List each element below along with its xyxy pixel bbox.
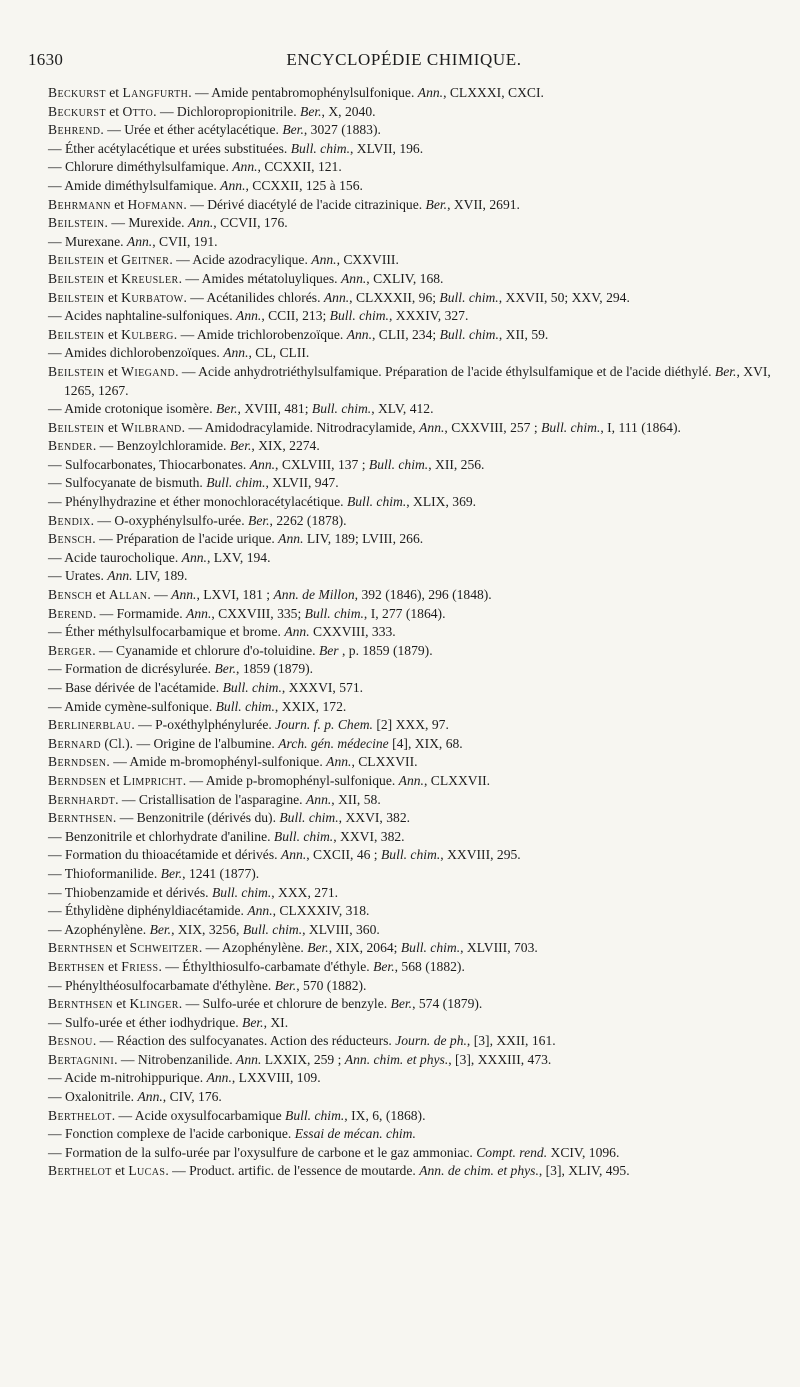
bibliography-entry: Beilstein et Wilbrand. — Amidodracylamide. Nitrodracylamide, Ann., CXXVIII, 257 ; Bull. chim., I, 111 (1864). [48,419,681,435]
bibliography-entry: — Urates. Ann. LIV, 189. [48,568,188,584]
bibliography-entry: Bernhardt. — Cristallisation de l'asparagine. Ann., XII, 58. [48,791,381,807]
bibliography-entry: — Azophénylène. Ber., XIX, 3256, Bull. chim., XLVIII, 360. [48,921,380,937]
bibliography-entry: — Éther méthylsulfocarbamique et brome. Ann. CXXVIII, 333. [48,624,396,640]
bibliography-entry: Berthelot et Lucas. — Product. artific. de l'essence de moutarde. Ann. de chim. et phys., [3], XLIV, 495. [48,1163,630,1179]
bibliography-entry: Berlinerblau. — P-oxéthylphénylurée. Journ. f. p. Chem. [2] XXX, 97. [48,717,449,733]
bibliography-entry: — Amide diméthylsulfamique. Ann., CCXXII, 125 à 156. [48,177,363,193]
bibliography-entry: Beilstein et Geitner. — Acide azodracylique. Ann., CXXVIII. [48,252,399,268]
bibliography-entry: Berndsen et Limpricht. — Amide p-bromophényl-sulfonique. Ann., CLXXVII. [48,772,491,788]
bibliography-entry: — Base dérivée de l'acétamide. Bull. chim., XXXVI, 571. [48,680,364,695]
bibliography-entry: — Formation de dicrésylurée. Ber., 1859 (1879). [48,661,314,677]
bibliography-entry: Bendix. — O-oxyphénylsulfo-urée. Ber., 2262 (1878). [48,512,347,528]
bibliography-list [48,84,780,1181]
bibliography-entry: Berger. — Cyanamide et chlorure d'o-toluidine. Ber , p. 1859 (1879). [48,642,433,658]
bibliography-entry: Beilstein et Kreusler. — Amides métatoluyliques. Ann., CXLIV, 168. [48,270,444,286]
bibliography-entry: Besnou. — Réaction des sulfocyanates. Action des réducteurs. Journ. de ph., [3], XXII, 161. [48,1033,556,1049]
bibliography-entry: — Fonction complexe de l'acide carbonique. Essai de mécan. chim. [48,1126,416,1142]
bibliography-entry: Beilstein et Kulberg. — Amide trichlorobenzoïque. Ann., CLII, 234; Bull. chim., XII, 59. [48,326,549,342]
bibliography-entry: Berndsen. — Amide m-bromophényl-sulfonique. Ann., CLXXVII. [48,754,418,770]
bibliography-entry: Berthelot. — Acide oxysulfocarbamique Bull. chim., IX, 6, (1868). [48,1107,426,1123]
bibliography-entry: — Amides dichlorobenzoïques. Ann., CL, CLII. [48,345,310,361]
bibliography-entry: — Éthylidène diphényldiacétamide. Ann., CLXXXIV, 318. [48,903,370,919]
bibliography-entry: Bernthsen et Schweitzer. — Azophénylène. Ber., XIX, 2064; Bull. chim., XLVIII, 703. [48,940,538,956]
bibliography-entry: Bernthsen et Klinger. — Sulfo-urée et chlorure de benzyle. Ber., 574 (1879). [48,996,483,1012]
running-title: ENCYCLOPÉDIE CHIMIQUE. [286,50,522,69]
bibliography-entry: — Acide taurocholique. Ann., LXV, 194. [48,549,271,565]
bibliography-entry: — Acide m-nitrohippurique. Ann., LXXVIII, 109. [48,1070,321,1086]
bibliography-entry: Beckurst et Langfurth. — Amide pentabromophénylsulfonique. Ann., CLXXXI, CXCI. [48,85,544,100]
bibliography-entry: — Murexane. Ann., CVII, 191. [48,233,218,249]
bibliography-entry: Beilstein et Kurbatow. — Acétanilides chlorés. Ann., CLXXXII, 96; Bull. chim., XXVII, 50; XXV, 294. [48,289,630,305]
bibliography-entry: Beckurst et Otto. — Dichloropropionitrile. Ber., X, 2040. [48,103,376,119]
bibliography-entry: Bertagnini. — Nitrobenzanilide. Ann. LXXIX, 259 ; Ann. chim. et phys., [3], XXXIII, 473. [48,1051,552,1067]
bibliography-entry: — Phénylhydrazine et éther monochloracétylacétique. Bull. chim., XLIX, 369. [48,494,477,510]
bibliography-entry: — Sulfo-urée et éther iodhydrique. Ber., XI. [48,1014,289,1030]
bibliography-entry: — Thioformanilide. Ber., 1241 (1877). [48,865,260,881]
bibliography-entry: Beilstein et Wiegand. — Acide anhydrotriéthylsulfamique. Préparation de l'acide éthylsulfamique et de l'acide diéthylé. Ber., XVI, 1265, 1267. [48,363,771,398]
bibliography-entry: — Formation de la sulfo-urée par l'oxysulfure de carbone et le gaz ammoniac. Compt. rend. XCIV, 1096. [48,1144,620,1160]
bibliography-entry: — Benzonitrile et chlorhydrate d'aniline. Bull. chim., XXVI, 382. [48,828,405,844]
bibliography-entry: — Sulfocarbonates, Thiocarbonates. Ann., CXLVIII, 137 ; Bull. chim., XII, 256. [48,456,485,472]
bibliography-entry: — Oxalonitrile. Ann., CIV, 176. [48,1089,222,1105]
bibliography-entry: Bernard (Cl.). — Origine de l'albumine. Arch. gén. médecine [4], XIX, 68. [48,735,463,751]
bibliography-entry: — Thiobenzamide et dérivés. Bull. chim., XXX, 271. [48,884,339,900]
bibliography-entry: — Formation du thioacétamide et dérivés. Ann., CXCII, 46 ; Bull. chim., XXVIII, 295. [48,847,521,863]
page-header [28,50,780,76]
bibliography-entry: — Éther acétylacétique et urées substituées. Bull. chim., XLVII, 196. [48,140,424,156]
bibliography-entry: Berthsen et Friess. — Éthylthiosulfo-carbamate d'éthyle. Ber., 568 (1882). [48,958,465,974]
bibliography-entry: Behrend. — Urée et éther acétylacétique. Ber., 3027 (1883). [48,122,381,138]
bibliography-entry: Bensch. — Préparation de l'acide urique. Ann. LIV, 189; LVIII, 266. [48,531,424,547]
bibliography-entry: — Phénylthéosulfocarbamate d'éthylène. Ber., 570 (1882). [48,977,367,993]
bibliography-entry: — Sulfocyanate de bismuth. Bull. chim., XLVII, 947. [48,475,339,491]
bibliography-entry: — Amide crotonique isomère. Ber., XVIII, 481; Bull. chim., XLV, 412. [48,401,434,417]
bibliography-entry: Behrmann et Hofmann. — Dérivé diacétylé de l'acide citrazinique. Ber., XVII, 2691. [48,196,520,212]
bibliography-entry: Bensch et Allan. — Ann., LXVI, 181 ; Ann. de Millon, 392 (1846), 296 (1848). [48,587,492,603]
bibliography-entry: — Amide cymène-sulfonique. Bull. chim., XXIX, 172. [48,698,347,714]
page-number: 1630 [28,50,64,69]
bibliography-entry: Bender. — Benzoylchloramide. Ber., XIX, 2274. [48,438,320,454]
bibliography-entry: — Chlorure diméthylsulfamique. Ann., CCXXII, 121. [48,159,342,175]
bibliography-entry: Berend. — Formamide. Ann., CXXVIII, 335; Bull. chim., I, 277 (1864). [48,605,446,621]
bibliography-entry: Bernthsen. — Benzonitrile (dérivés du). Bull. chim., XXVI, 382. [48,810,411,826]
bibliography-entry: Beilstein. — Murexide. Ann., CCVII, 176. [48,215,288,231]
bibliography-entry: — Acides naphtaline-sulfoniques. Ann., CCII, 213; Bull. chim., XXXIV, 327. [48,308,469,324]
